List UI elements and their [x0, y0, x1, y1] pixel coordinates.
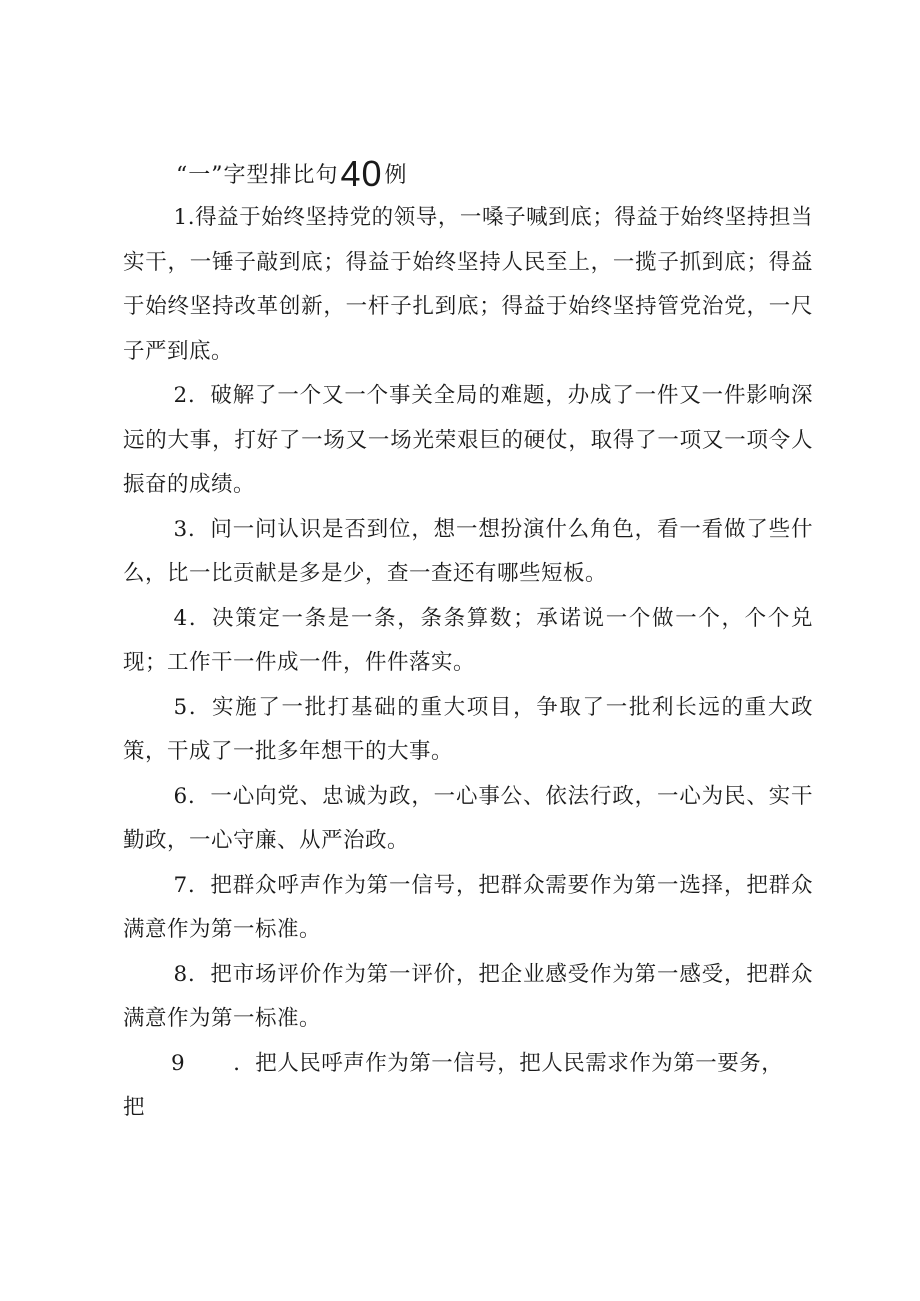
title-prefix: “一”字型排比句 — [176, 163, 339, 188]
paragraph-1: 1.得益于始终坚持党的领导，一嗓子喊到底；得益于始终坚持担当实干，一锤子敲到底；得益于始终坚持人民至上，一揽子抓到底；得益于始终坚持改革创新，一杆子扎到底；得益于始终坚持管党治党，一尺子严到底。 — [123, 205, 813, 364]
paragraph-4: 4．决策定一条是一条，条条算数；承诺说一个做一个，个个兑现；工作干一件成一件，件件落实。 — [123, 605, 813, 675]
paragraph-7: 7．把群众呼声作为第一信号，把群众需要作为第一选择，把群众满意作为第一标准。 — [123, 872, 813, 942]
paragraph-9 — [123, 1042, 813, 1087]
paragraph-6: 6．一心向党、忠诚为政，一心事公、依法行政，一心为民、实干勤政，一心守廉、从严治政。 — [123, 783, 813, 853]
title-suffix: 例 — [384, 163, 408, 188]
paragraph-8: 8．把市场评价作为第一评价，把企业感受作为第一感受，把群众满意作为第一标准。 — [123, 961, 813, 1031]
document-body — [123, 196, 813, 1131]
paragraph-9-text: ．把人民呼声作为第一信号，把人民需求作为第一要务， — [233, 1050, 784, 1076]
paragraph-2: 2．破解了一个又一个事关全局的难题，办成了一件又一件影响深远的大事，打好了一场又一场光荣艰巨的硬仗，取得了一项又一项令人振奋的成绩。 — [123, 383, 813, 497]
paragraph-9-continuation: 把 — [123, 1095, 146, 1120]
paragraph-3: 3．问一问认识是否到位，想一想扮演什么角色，看一看做了些什么，比一比贡献是多是少，查一查还有哪些短板。 — [123, 516, 813, 586]
title-number: 40 — [340, 153, 383, 194]
paragraph-9-number: 9 — [171, 1050, 186, 1076]
paragraph-5: 5．实施了一批打基础的重大项目，争取了一批利长远的重大政策，干成了一批多年想干的大事。 — [123, 694, 813, 764]
document-title — [176, 150, 408, 200]
